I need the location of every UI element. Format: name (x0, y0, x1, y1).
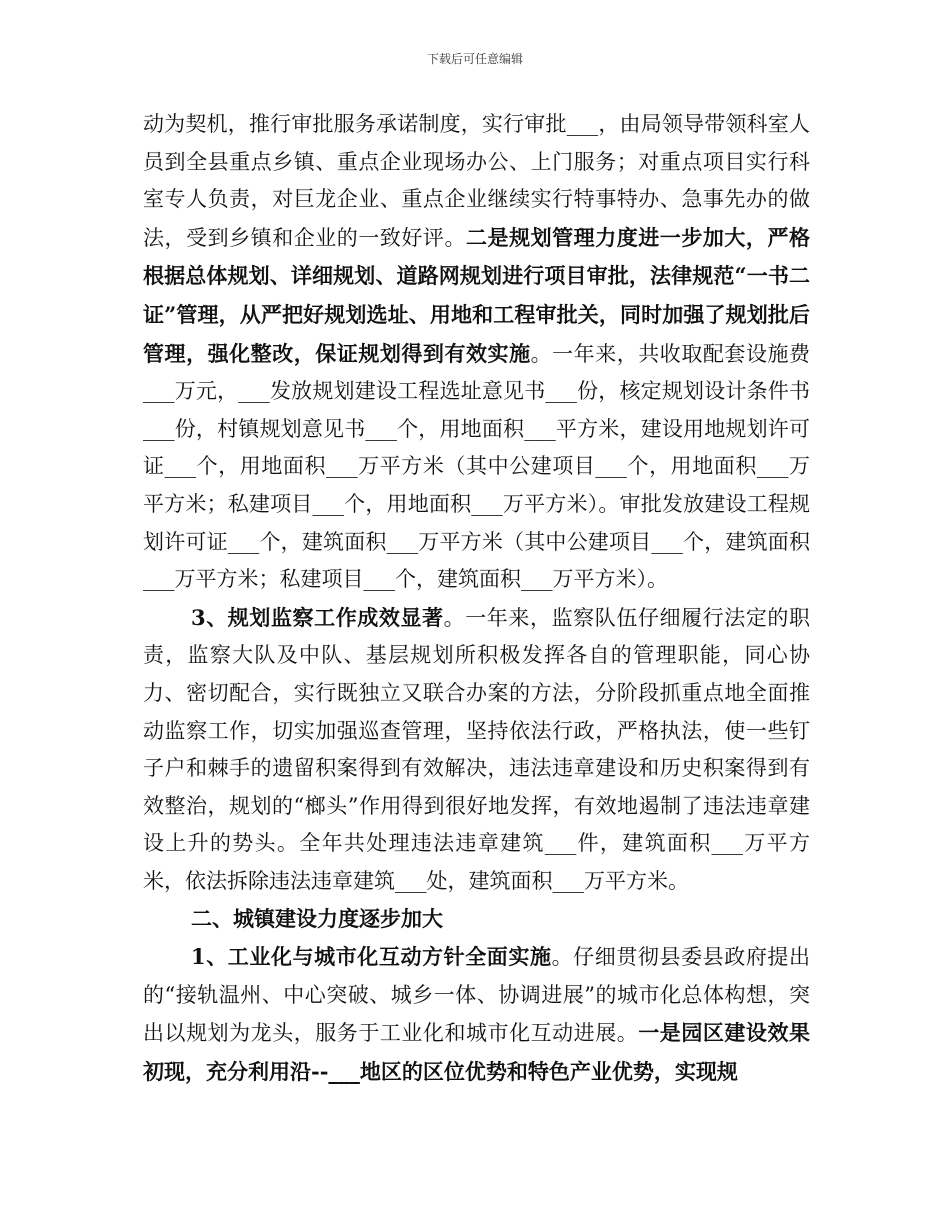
paragraph-bold-text: 二是规划管理力度进一步加大，严格根据总体规划、详细规划、道路网规划进行项目审批，法律规范“一书二证”管理，从严把好规划选址、用地和工程审批关，同时加强了规划批后管理，强化整改，保证规划得到有效实施 (143, 224, 810, 366)
paragraph-bold-text: 3、规划监察工作成效显著 (191, 604, 444, 630)
paragraph-text: 。一年来，监察队伍仔细履行法定的职责，监察大队及中队、基层规划所积极发挥各自的管理职能，同心协力、密切配合，实行既独立又联合办案的方法，分阶段抓重点地全面推动监察工作，切实加强巡查管理，坚持依法行政，严格执法，使一些钉子户和棘手的遗留积案得到有效解决，违法违章建设和历史积案得到有效整治，规划的“榔头”作用得到很好地发挥，有效地遏制了违法违章建设上升的势头。全年共处理违法违章建筑___件，建筑面积___万平方米，依法拆除违法违章建筑___处，建筑面积___万平方米。 (143, 605, 810, 893)
paragraph-bold-text: 一是园区建设效果初现，充分利用沿--___地区的区位优势和特色产业优势，实现规 (143, 1020, 810, 1084)
paragraph-supervision (143, 599, 810, 901)
paragraph-text: 。仔细贯彻县委县政府提出的“接轨温州、中心突破、城乡一体、协调进展”的城市化总体构想，突出以规划为龙头，服务于工业化和城市化互动进展。 (143, 945, 810, 1046)
paragraph-planning-management (143, 106, 810, 599)
page-header-note: 下载后可任意编辑 (426, 52, 523, 66)
document-body (143, 106, 810, 1091)
paragraph-text: 。一年来，共收取配套设施费___万元，___发放规划建设工程选址意见书___份，核定规划设计条件书___份，村镇规划意见书___个，用地面积___平方米，建设用地规划许可证___个，用地面积___万平方米（其中公建项目___个，用地面积___万平方米；私建项目___个，用地面积___万平方米）。审批发放建设工程规划许可证___个，建筑面积___万平方米（其中公建项目___个，建筑面积___万平方米；私建项目___个，建筑面积___万平方米）。 (143, 341, 811, 592)
section-heading: 二、城镇建设力度逐步加大 (191, 906, 443, 932)
paragraph-industrialization (143, 938, 810, 1091)
paragraph-bold-text: 1、工业化与城市化互动方针全面实施 (191, 944, 552, 970)
paragraph-text: 动为契机，推行审批服务承诺制度，实行审批___，由局领导带领科室人员到全县重点乡镇、重点企业现场办公、上门服务；对重点项目实行科室专人负责，对巨龙企业、重点企业继续实行特事特办、急事先办的做法，受到乡镇和企业的一致好评。 (143, 112, 810, 250)
